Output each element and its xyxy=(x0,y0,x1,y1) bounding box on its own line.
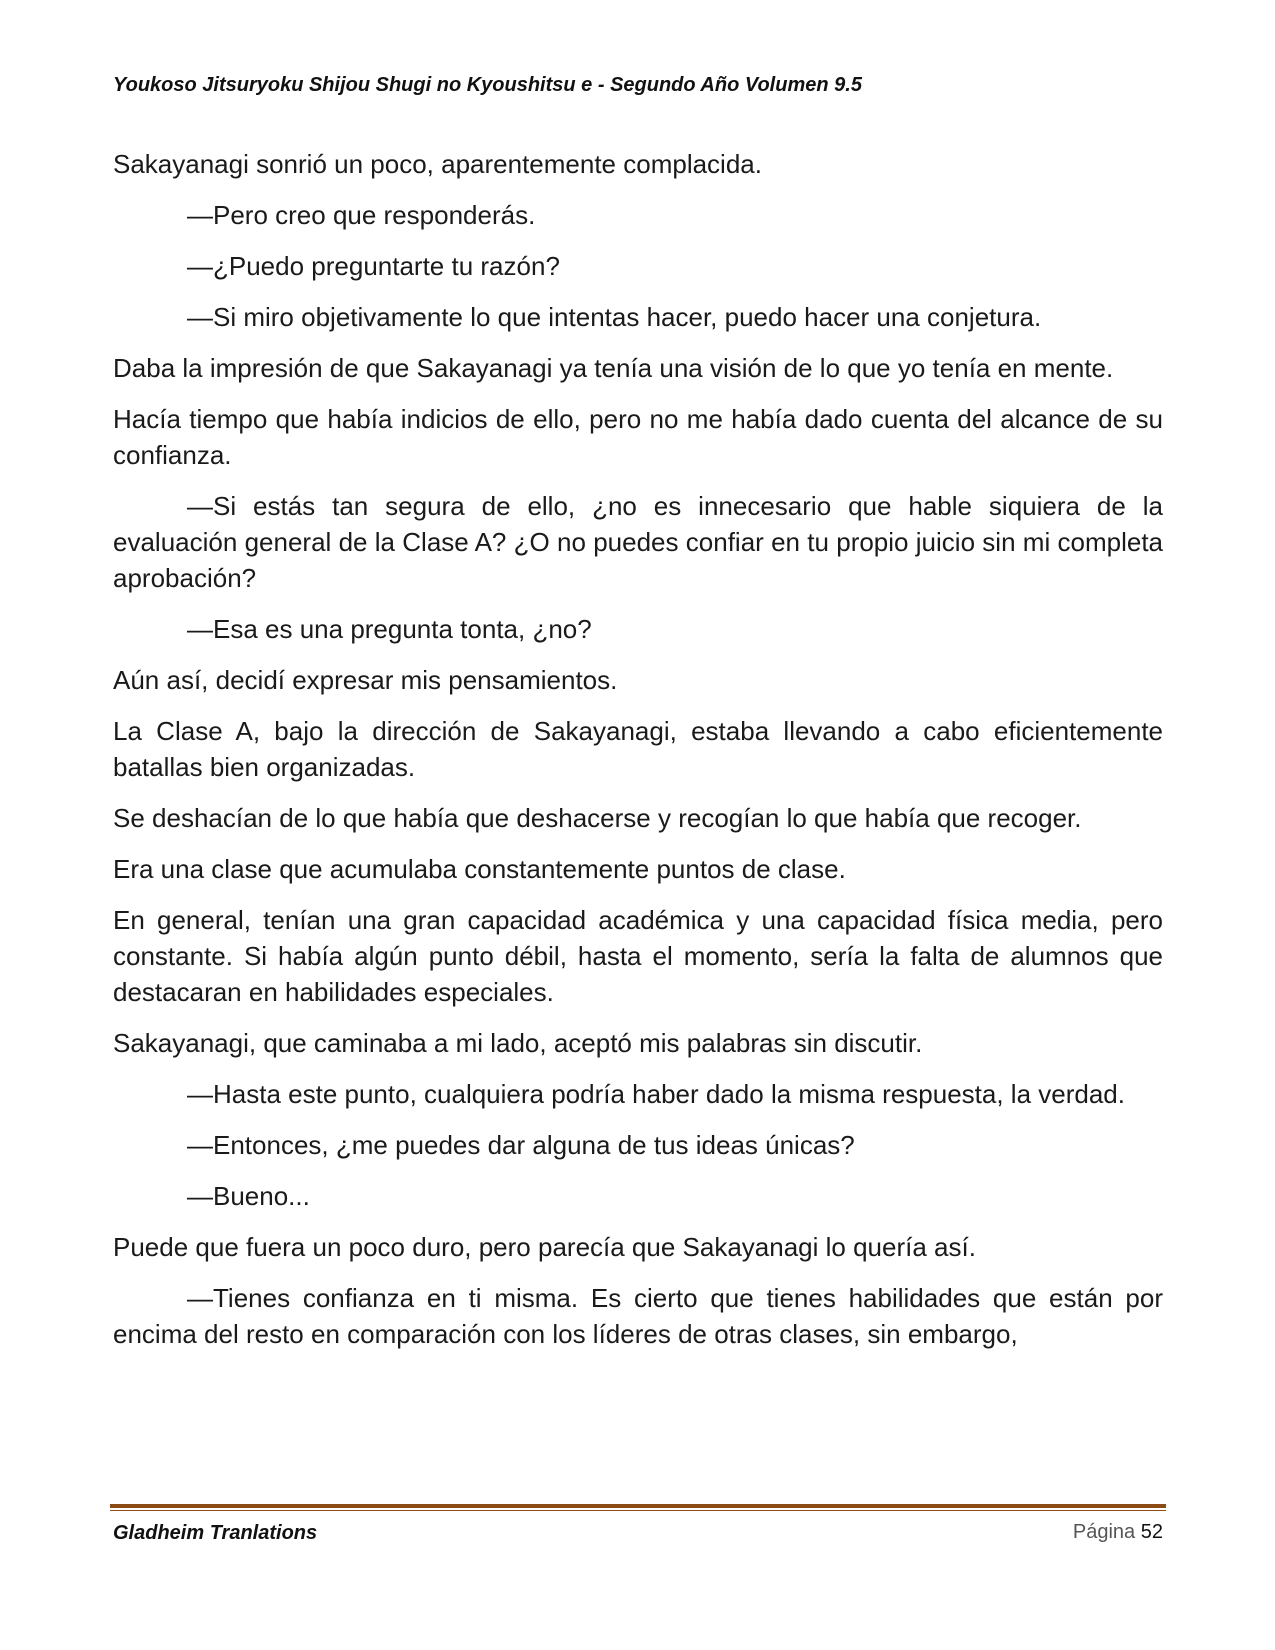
page-number: 52 xyxy=(1140,1521,1163,1543)
paragraph: Era una clase que acumulaba constantemente puntos de clase. xyxy=(113,854,846,884)
dialog-paragraph: —Entonces, ¿me puedes dar alguna de tus ideas únicas? xyxy=(187,1130,855,1160)
dialog-paragraph: —Hasta este punto, cualquiera podría haber dado la misma respuesta, la verdad. xyxy=(187,1079,1125,1109)
page-label: Página xyxy=(1072,1521,1136,1543)
footer-divider-thin xyxy=(110,1510,1166,1511)
dialog-paragraph: —Esa es una pregunta tonta, ¿no? xyxy=(187,614,592,644)
dialog-paragraph: —Pero creo que responderás. xyxy=(187,200,536,230)
dialog-paragraph: —¿Puedo preguntarte tu razón? xyxy=(187,251,560,281)
paragraph: En general, tenían una gran capacidad académica y una capacidad física media, pero constante. Si había algún punto débil, hasta el momento, sería la falta de alumnos que destacaran en habilidades especiales. xyxy=(113,905,1163,1007)
paragraph: Sakayanagi sonrió un poco, aparentemente complacida. xyxy=(113,149,762,179)
paragraph: Aún así, decidí expresar mis pensamientos. xyxy=(113,665,618,695)
footer-divider xyxy=(110,1504,1166,1511)
paragraph: La Clase A, bajo la dirección de Sakayanagi, estaba llevando a cabo eficientemente batallas bien organizadas. xyxy=(113,716,1163,782)
running-header: Youkoso Jitsuryoku Shijou Shugi no Kyoushitsu e - Segundo Año Volumen 9.5 xyxy=(113,74,862,96)
footer-credit: Gladheim Tranlations xyxy=(113,1522,318,1544)
paragraph: Se deshacían de lo que había que deshacerse y recogían lo que había que recoger. xyxy=(113,803,1082,833)
dialog-paragraph: —Tienes confianza en ti misma. Es cierto que tienes habilidades que están por encima del resto en comparación con los líderes de otras clases, sin embargo, xyxy=(113,1283,1163,1349)
paragraph: Hacía tiempo que había indicios de ello, pero no me había dado cuenta del alcance de su confianza. xyxy=(113,404,1163,470)
page-body xyxy=(113,146,1163,1367)
paragraph: Daba la impresión de que Sakayanagi ya tenía una visión de lo que yo tenía en mente. xyxy=(113,353,1114,383)
paragraph: Puede que fuera un poco duro, pero parecía que Sakayanagi lo quería así. xyxy=(113,1232,976,1262)
paragraph: Sakayanagi, que caminaba a mi lado, aceptó mis palabras sin discutir. xyxy=(113,1028,923,1058)
dialog-paragraph: —Bueno... xyxy=(187,1181,310,1211)
footer-divider-thick xyxy=(110,1504,1166,1508)
dialog-paragraph: —Si estás tan segura de ello, ¿no es innecesario que hable siquiera de la evaluación general de la Clase A? ¿O no puedes confiar en tu propio juicio sin mi completa aprobación? xyxy=(113,491,1163,593)
page-number-block xyxy=(1073,1521,1163,1544)
dialog-paragraph: —Si miro objetivamente lo que intentas hacer, puedo hacer una conjetura. xyxy=(187,302,1042,332)
